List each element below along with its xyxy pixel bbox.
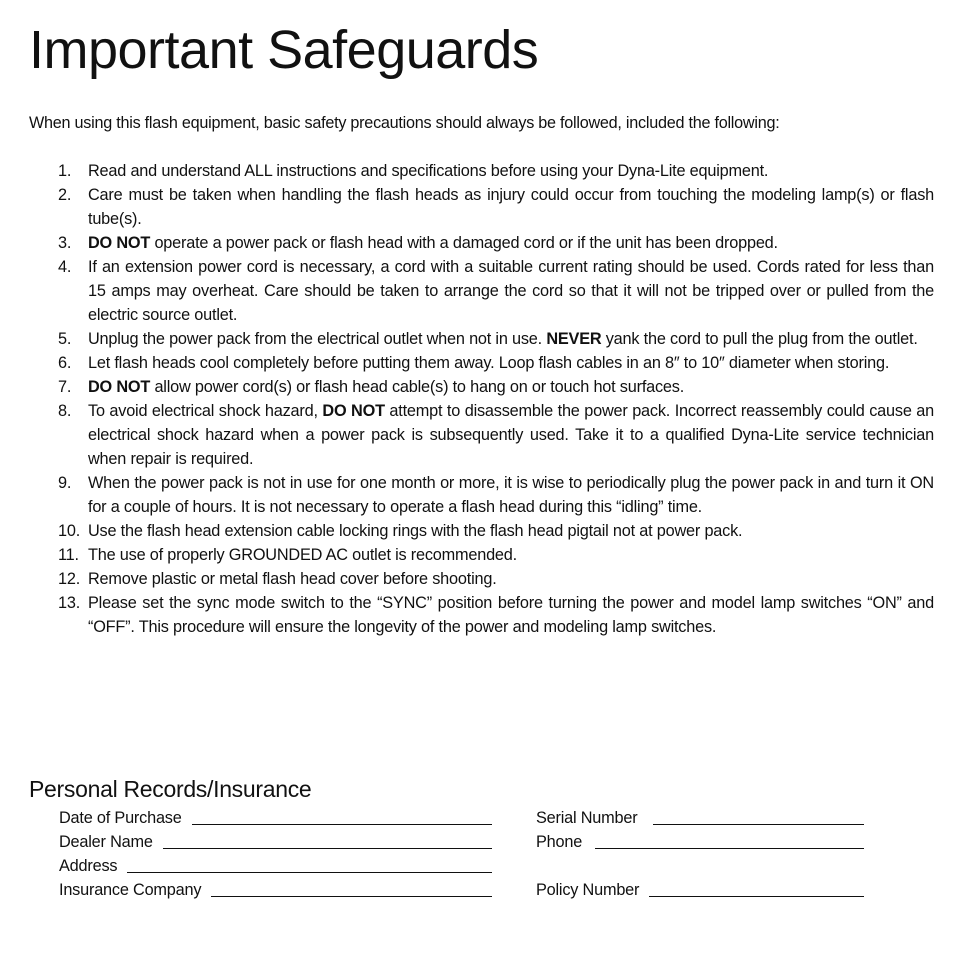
safeguard-number: 10. xyxy=(58,522,81,540)
safeguard-item xyxy=(29,327,934,351)
safeguard-item xyxy=(29,231,934,255)
serial-number-field[interactable] xyxy=(653,824,864,825)
serial-number-label: Serial Number xyxy=(536,809,638,827)
safeguard-text: Remove plastic or metal flash head cover before shooting. xyxy=(88,570,497,588)
date-of-purchase-field[interactable] xyxy=(192,824,492,825)
record-policy-number xyxy=(536,878,864,902)
record-date-of-purchase xyxy=(59,806,492,830)
safeguard-item xyxy=(29,255,934,327)
safeguard-text: To avoid electrical shock hazard, xyxy=(88,402,323,420)
safeguard-text: Care must be taken when handling the flash heads as injury could occur from touching the modeling lamp(s) or flash tube(s). xyxy=(88,186,934,228)
safeguard-emphasis: DO NOT xyxy=(322,402,385,420)
safeguard-number: 2. xyxy=(58,186,72,204)
safeguard-item xyxy=(29,159,934,183)
safeguard-number: 5. xyxy=(58,330,72,348)
safeguard-number: 3. xyxy=(58,234,72,252)
safeguard-item xyxy=(29,591,934,639)
record-address xyxy=(59,854,492,878)
safeguard-text: Let flash heads cool completely before putting them away. Loop flash cables in an 8″ to 10″ diameter when storing. xyxy=(88,354,890,372)
safeguard-emphasis: DO NOT xyxy=(88,234,151,252)
safeguard-list xyxy=(29,159,934,639)
record-serial-number xyxy=(536,806,864,830)
address-label: Address xyxy=(59,857,118,875)
intro-text: When using this flash equipment, basic safety precautions should always be followed, included the following: xyxy=(29,114,780,132)
safeguard-number: 7. xyxy=(58,378,72,396)
safeguard-number: 12. xyxy=(58,570,81,588)
safeguard-item xyxy=(29,519,934,543)
policy-number-field[interactable] xyxy=(649,896,864,897)
record-dealer-name xyxy=(59,830,492,854)
safeguard-item xyxy=(29,375,934,399)
insurance-company-field[interactable] xyxy=(211,896,492,897)
insurance-company-label: Insurance Company xyxy=(59,881,202,899)
safeguard-emphasis: DO NOT xyxy=(88,378,151,396)
safeguard-number: 11. xyxy=(58,546,79,564)
dealer-name-field[interactable] xyxy=(163,848,492,849)
safeguard-item xyxy=(29,351,934,375)
safeguard-emphasis: NEVER xyxy=(546,330,602,348)
safeguard-item xyxy=(29,183,934,231)
safeguard-text: operate a power pack or flash head with a damaged cord or if the unit has been dropped. xyxy=(150,234,778,252)
record-phone xyxy=(536,830,864,854)
phone-field[interactable] xyxy=(595,848,864,849)
safeguard-number: 1. xyxy=(58,162,72,180)
safeguard-text: attempt to disassemble the power pack. Incorrect reassembly could cause an electrical shock hazard when a power pack is subsequently used. Take it to a qualified Dyna-Lite service technician when repair is required. xyxy=(88,402,934,468)
safeguard-text: When the power pack is not in use for one month or more, it is wise to periodically plug the power pack in and turn it ON for a couple of hours. It is not necessary to operate a flash head during this “idling” time. xyxy=(88,474,934,516)
date-of-purchase-label: Date of Purchase xyxy=(59,809,182,827)
safeguard-number: 4. xyxy=(58,258,72,276)
safeguard-number: 9. xyxy=(58,474,72,492)
safeguard-text: Use the flash head extension cable locking rings with the flash head pigtail not at power pack. xyxy=(88,522,743,540)
record-insurance-company xyxy=(59,878,492,902)
safeguard-number: 6. xyxy=(58,354,72,372)
safeguard-item xyxy=(29,543,934,567)
safeguard-number: 8. xyxy=(58,402,72,420)
safeguard-number: 13. xyxy=(58,594,81,612)
safeguard-item xyxy=(29,471,934,519)
policy-number-label: Policy Number xyxy=(536,881,640,899)
safeguard-text: Read and understand ALL instructions and specifications before using your Dyna-Lite equipment. xyxy=(88,162,769,180)
dealer-name-label: Dealer Name xyxy=(59,833,153,851)
safeguard-item xyxy=(29,567,934,591)
safeguard-item xyxy=(29,399,934,471)
safeguard-text: If an extension power cord is necessary, a cord with a suitable current rating should be used. Cords rated for less than 15 amps may overheat. Care should be taken to arrange the cord so that it will not be tripped over or pulled from the electric source outlet. xyxy=(88,258,934,324)
address-field[interactable] xyxy=(127,872,492,873)
safeguard-text: yank the cord to pull the plug from the outlet. xyxy=(601,330,918,348)
safeguard-text: allow power cord(s) or flash head cable(s) to hang on or touch hot surfaces. xyxy=(150,378,685,396)
phone-label: Phone xyxy=(536,833,583,851)
records-section-title: Personal Records/Insurance xyxy=(29,776,312,802)
page-title: Important Safeguards xyxy=(29,20,539,80)
safeguard-text: Please set the sync mode switch to the “SYNC” position before turning the power and model lamp switches “ON” and “OFF”. This procedure will ensure the longevity of the power and modeling lamp switches. xyxy=(88,594,934,636)
safeguard-text: The use of properly GROUNDED AC outlet is recommended. xyxy=(88,546,517,564)
safeguard-text: Unplug the power pack from the electrical outlet when not in use. xyxy=(88,330,547,348)
